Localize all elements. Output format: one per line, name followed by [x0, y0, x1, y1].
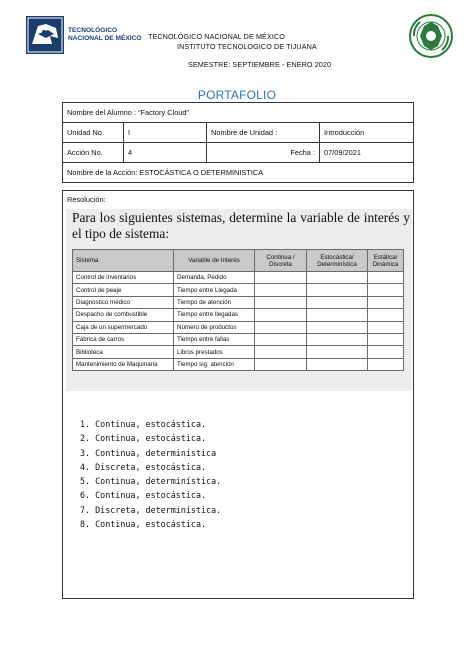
list-item: 6. Continua, estocástica.: [80, 490, 207, 501]
header-estatica-dinamica: Estática/ Dinámica: [368, 250, 404, 272]
unit-name-value: Introducción: [320, 123, 414, 143]
systems-table-header: [73, 250, 404, 272]
unit-name-label: Nombre de Unidad :: [207, 123, 320, 143]
variable-cell: Número de productos: [174, 321, 255, 333]
date-label: Fecha :: [207, 143, 320, 163]
table-row: [73, 333, 404, 345]
empty-cell: [368, 272, 404, 284]
list-item: 1. Continua, estocástica.: [80, 419, 207, 429]
table-row: [73, 321, 404, 333]
system-cell: Control de peaje: [73, 284, 174, 296]
logo-text-line2: NACIONAL DE MÉXICO: [68, 35, 142, 42]
header-variable: Variable de Interés: [174, 250, 255, 272]
action-number-value: 4: [124, 143, 207, 163]
header-sistema: Sistema: [73, 250, 174, 272]
list-item: 5. Continua, determinística.: [80, 476, 222, 487]
unit-number-value: I: [124, 123, 207, 143]
header-estocastica-deterministica: Estocástica/ Determinística: [307, 250, 368, 272]
empty-cell: [307, 272, 368, 284]
empty-cell: [255, 358, 307, 370]
table-row: [73, 296, 404, 308]
logo-text-line1: TECNOLÓGICO: [68, 27, 118, 34]
system-cell: Mantenimiento de Maquinaria: [73, 358, 174, 370]
empty-cell: [307, 284, 368, 296]
empty-cell: [368, 333, 404, 345]
answers-list: [80, 417, 221, 531]
variable-cell: Tiempo entre fallas: [174, 333, 255, 345]
empty-cell: [307, 321, 368, 333]
system-cell: Control de inventarios: [73, 272, 174, 284]
empty-cell: [368, 358, 404, 370]
tecnm-logo: [24, 14, 142, 56]
empty-cell: [307, 358, 368, 370]
list-item: 8. Continua, estocástica.: [80, 519, 207, 530]
empty-cell: [368, 321, 404, 333]
variable-cell: Tiempo entre Llegada: [174, 284, 255, 296]
action-number-label: Acción No.: [63, 143, 124, 163]
variable-cell: Tiempo entre llegadas: [174, 309, 255, 321]
empty-cell: [368, 309, 404, 321]
empty-cell: [368, 296, 404, 308]
header-campus: INSTITUTO TECNOLOGICO DE TIJUANA: [177, 42, 317, 51]
table-row: [73, 272, 404, 284]
empty-cell: [368, 346, 404, 358]
system-cell: Caja de un supermercado: [73, 321, 174, 333]
empty-cell: [368, 284, 404, 296]
student-info-table: [62, 102, 414, 183]
date-value: 07/09/2021: [320, 143, 414, 163]
empty-cell: [255, 309, 307, 321]
list-item: 2. Continua, estocástica.: [80, 433, 207, 444]
unit-number-label: Unidad No.: [63, 123, 124, 143]
list-item: 4. Discreta, estocástica.: [80, 461, 207, 472]
header-semester: SEMESTRE: SEPTIEMBRE - ENERO 2020: [188, 60, 332, 69]
table-row: [73, 358, 404, 370]
table-row: [73, 309, 404, 321]
header-continua-discreta: Continua / Discreta: [255, 250, 307, 272]
empty-cell: [307, 333, 368, 345]
empty-cell: [255, 321, 307, 333]
systems-table: [72, 249, 404, 371]
page-title: PORTAFOLIO: [197, 88, 277, 102]
header-institution: TECNOLÓGICO NACIONAL DE MÉXICO: [148, 32, 285, 41]
system-cell: Diagnóstico médico: [73, 296, 174, 308]
system-cell: Fábrica de carros: [73, 333, 174, 345]
list-item: 3. Continua, determinística: [80, 447, 217, 458]
empty-cell: [255, 296, 307, 308]
ittijuana-logo: [408, 12, 454, 60]
list-item: 7. Discreta, determinística.: [80, 504, 222, 515]
variable-cell: Demanda, Pedido: [174, 272, 255, 284]
empty-cell: [307, 296, 368, 308]
empty-cell: [307, 346, 368, 358]
resolution-label: Resolución:: [67, 195, 106, 204]
empty-cell: [255, 284, 307, 296]
student-name-cell: Nombre del Alumno : “Factory Cloud”: [63, 103, 414, 123]
action-name-cell: Nombre de la Acción: ESTOCÁSTICA O DETERMINISTICA: [63, 163, 414, 183]
question-text: Para los siguientes sistemas, determine la variable de interés y el tipo de sistema:: [72, 210, 410, 241]
ittijuana-seal-icon: [408, 12, 454, 60]
empty-cell: [255, 333, 307, 345]
empty-cell: [255, 346, 307, 358]
table-row: [73, 284, 404, 296]
empty-cell: [255, 272, 307, 284]
table-row: [73, 346, 404, 358]
variable-cell: Libros prestados: [174, 346, 255, 358]
empty-cell: [307, 309, 368, 321]
system-cell: Biblioteca: [73, 346, 174, 358]
variable-cell: Tiempo de atención: [174, 296, 255, 308]
system-cell: Despacho de combustible: [73, 309, 174, 321]
variable-cell: Tiempo sig. atención: [174, 358, 255, 370]
